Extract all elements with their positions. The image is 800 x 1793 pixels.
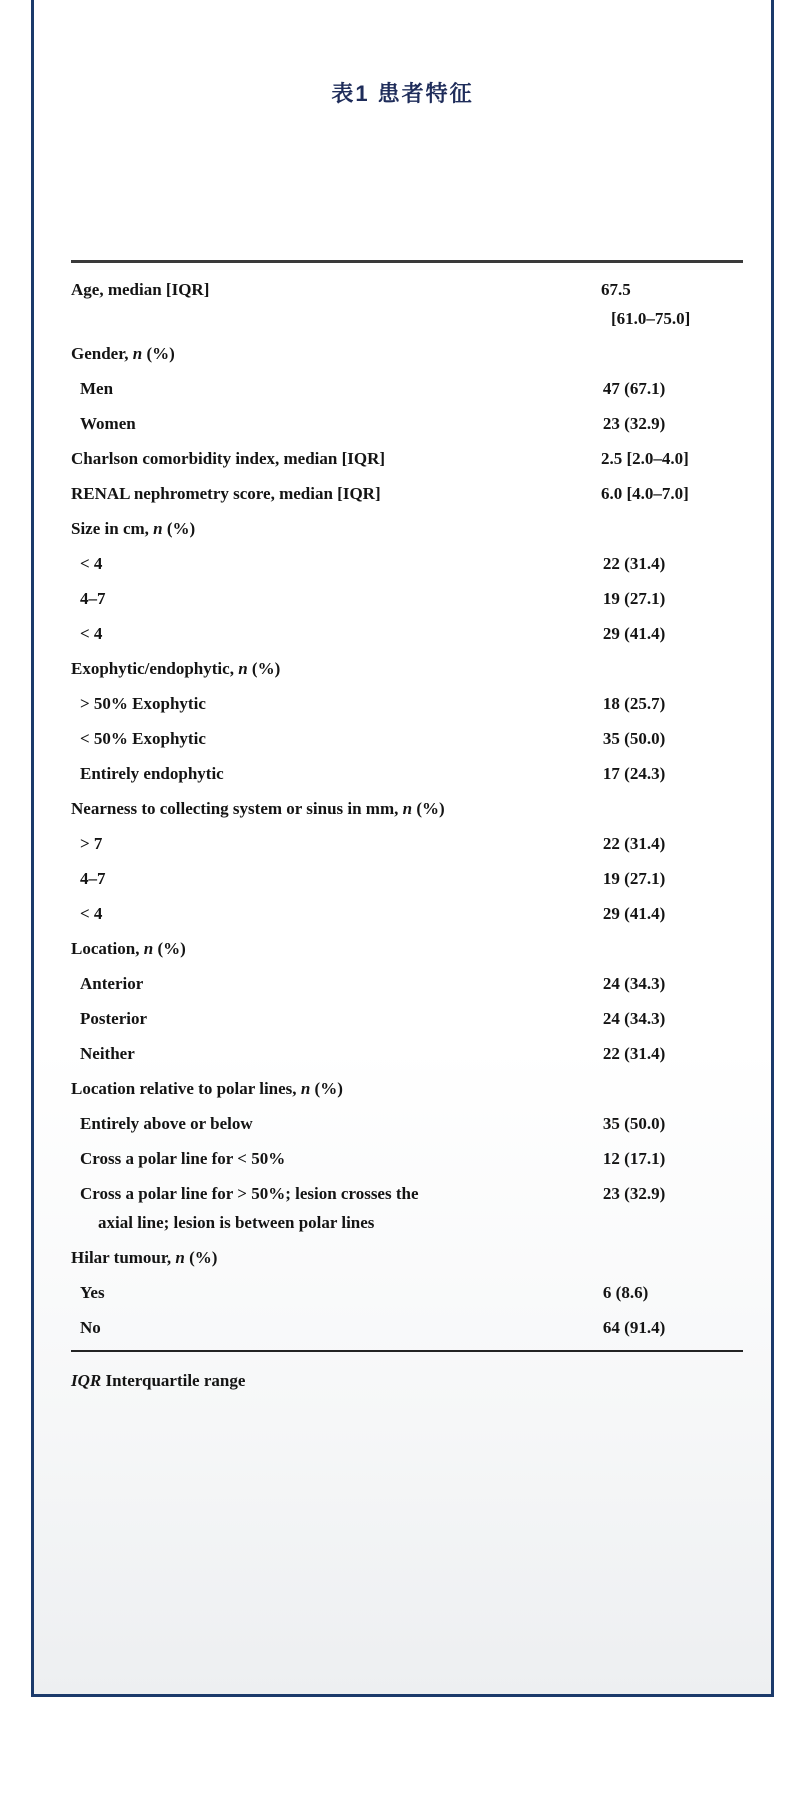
table-row	[71, 826, 743, 861]
table-body	[71, 260, 743, 1352]
table-row	[71, 1106, 743, 1141]
table-row	[71, 1071, 743, 1106]
row-label: > 50% Exophytic	[80, 694, 206, 713]
table-row	[71, 441, 743, 476]
row-value: 17 (24.3)	[602, 764, 666, 783]
row-value: 29 (41.4)	[602, 624, 666, 643]
row-label: Entirely endophytic	[80, 764, 224, 783]
table-row	[71, 581, 743, 616]
row-label: Cross a polar line for > 50%; lesion crosses the axial line; lesion is between polar lines	[80, 1184, 419, 1232]
row-label: Location relative to polar lines, n (%)	[71, 1079, 343, 1098]
row-label: Cross a polar line for < 50%	[80, 1149, 286, 1168]
table-row	[71, 336, 743, 371]
row-label: Nearness to collecting system or sinus in mm, n (%)	[71, 799, 445, 818]
row-label: Men	[80, 379, 114, 398]
table-row	[71, 721, 743, 756]
row-label: Size in cm, n (%)	[71, 519, 196, 538]
table-row	[71, 546, 743, 581]
row-value: 24 (34.3)	[602, 1009, 666, 1028]
table-row	[71, 1275, 743, 1310]
row-value: 19 (27.1)	[602, 589, 666, 608]
row-value: 22 (31.4)	[602, 1044, 666, 1063]
table-row	[71, 686, 743, 721]
table-row	[71, 272, 743, 336]
row-label: Yes	[80, 1283, 105, 1302]
row-value: 23 (32.9)	[602, 1184, 666, 1203]
table-row	[71, 1176, 743, 1240]
row-label: No	[80, 1318, 101, 1337]
row-value: 23 (32.9)	[602, 414, 666, 433]
row-value: 12 (17.1)	[602, 1149, 666, 1168]
row-value: 6.0 [4.0–7.0]	[601, 484, 689, 503]
table-row	[71, 511, 743, 546]
row-label: < 4	[80, 624, 103, 643]
row-label: Location, n (%)	[71, 939, 186, 958]
row-label: < 50% Exophytic	[80, 729, 206, 748]
row-label: < 4	[80, 554, 103, 573]
table-row	[71, 791, 743, 826]
row-label: Gender, n (%)	[71, 344, 175, 363]
table-footnote: IQR Interquartile range	[71, 1371, 246, 1390]
row-label: Age, median [IQR]	[71, 280, 210, 299]
table-row	[71, 1310, 743, 1345]
row-label: Charlson comorbidity index, median [IQR]	[71, 449, 386, 468]
row-label: Women	[80, 414, 136, 433]
row-label: Neither	[80, 1044, 135, 1063]
row-label: RENAL nephrometry score, median [IQR]	[71, 484, 381, 503]
row-value: 22 (31.4)	[602, 834, 666, 853]
table-row	[71, 651, 743, 686]
table-caption: 表1 患者特征	[331, 81, 474, 106]
row-value: 67.5 [61.0–75.0]	[601, 280, 691, 328]
row-value: 64 (91.4)	[602, 1318, 666, 1337]
table-row	[71, 406, 743, 441]
table-card	[31, 0, 774, 1697]
row-value: 22 (31.4)	[602, 554, 666, 573]
row-value: 2.5 [2.0–4.0]	[601, 449, 689, 468]
table-row	[71, 966, 743, 1001]
row-label: Posterior	[80, 1009, 148, 1028]
patient-characteristics-table	[71, 260, 743, 1394]
table-row	[71, 616, 743, 651]
table-row	[71, 896, 743, 931]
row-label: > 7	[80, 834, 103, 853]
row-label: Anterior	[80, 974, 144, 993]
table-row	[71, 1036, 743, 1071]
row-label: Hilar tumour, n (%)	[71, 1248, 218, 1267]
table-row	[71, 1001, 743, 1036]
table-row	[71, 756, 743, 791]
row-value: 6 (8.6)	[602, 1283, 649, 1302]
table-row	[71, 861, 743, 896]
row-label: < 4	[80, 904, 103, 923]
row-label: 4–7	[80, 869, 106, 888]
table-row	[71, 476, 743, 511]
table-row	[71, 931, 743, 966]
row-value: 35 (50.0)	[602, 1114, 666, 1133]
row-value: 19 (27.1)	[602, 869, 666, 888]
row-label: 4–7	[80, 589, 106, 608]
row-value: 18 (25.7)	[602, 694, 666, 713]
row-value: 35 (50.0)	[602, 729, 666, 748]
table-row	[71, 1141, 743, 1176]
row-value: 24 (34.3)	[602, 974, 666, 993]
table-row	[71, 1240, 743, 1275]
row-value: 47 (67.1)	[602, 379, 666, 398]
row-label: Entirely above or below	[80, 1114, 253, 1133]
row-value: 29 (41.4)	[602, 904, 666, 923]
row-label: Exophytic/endophytic, n (%)	[71, 659, 281, 678]
table-row	[71, 371, 743, 406]
